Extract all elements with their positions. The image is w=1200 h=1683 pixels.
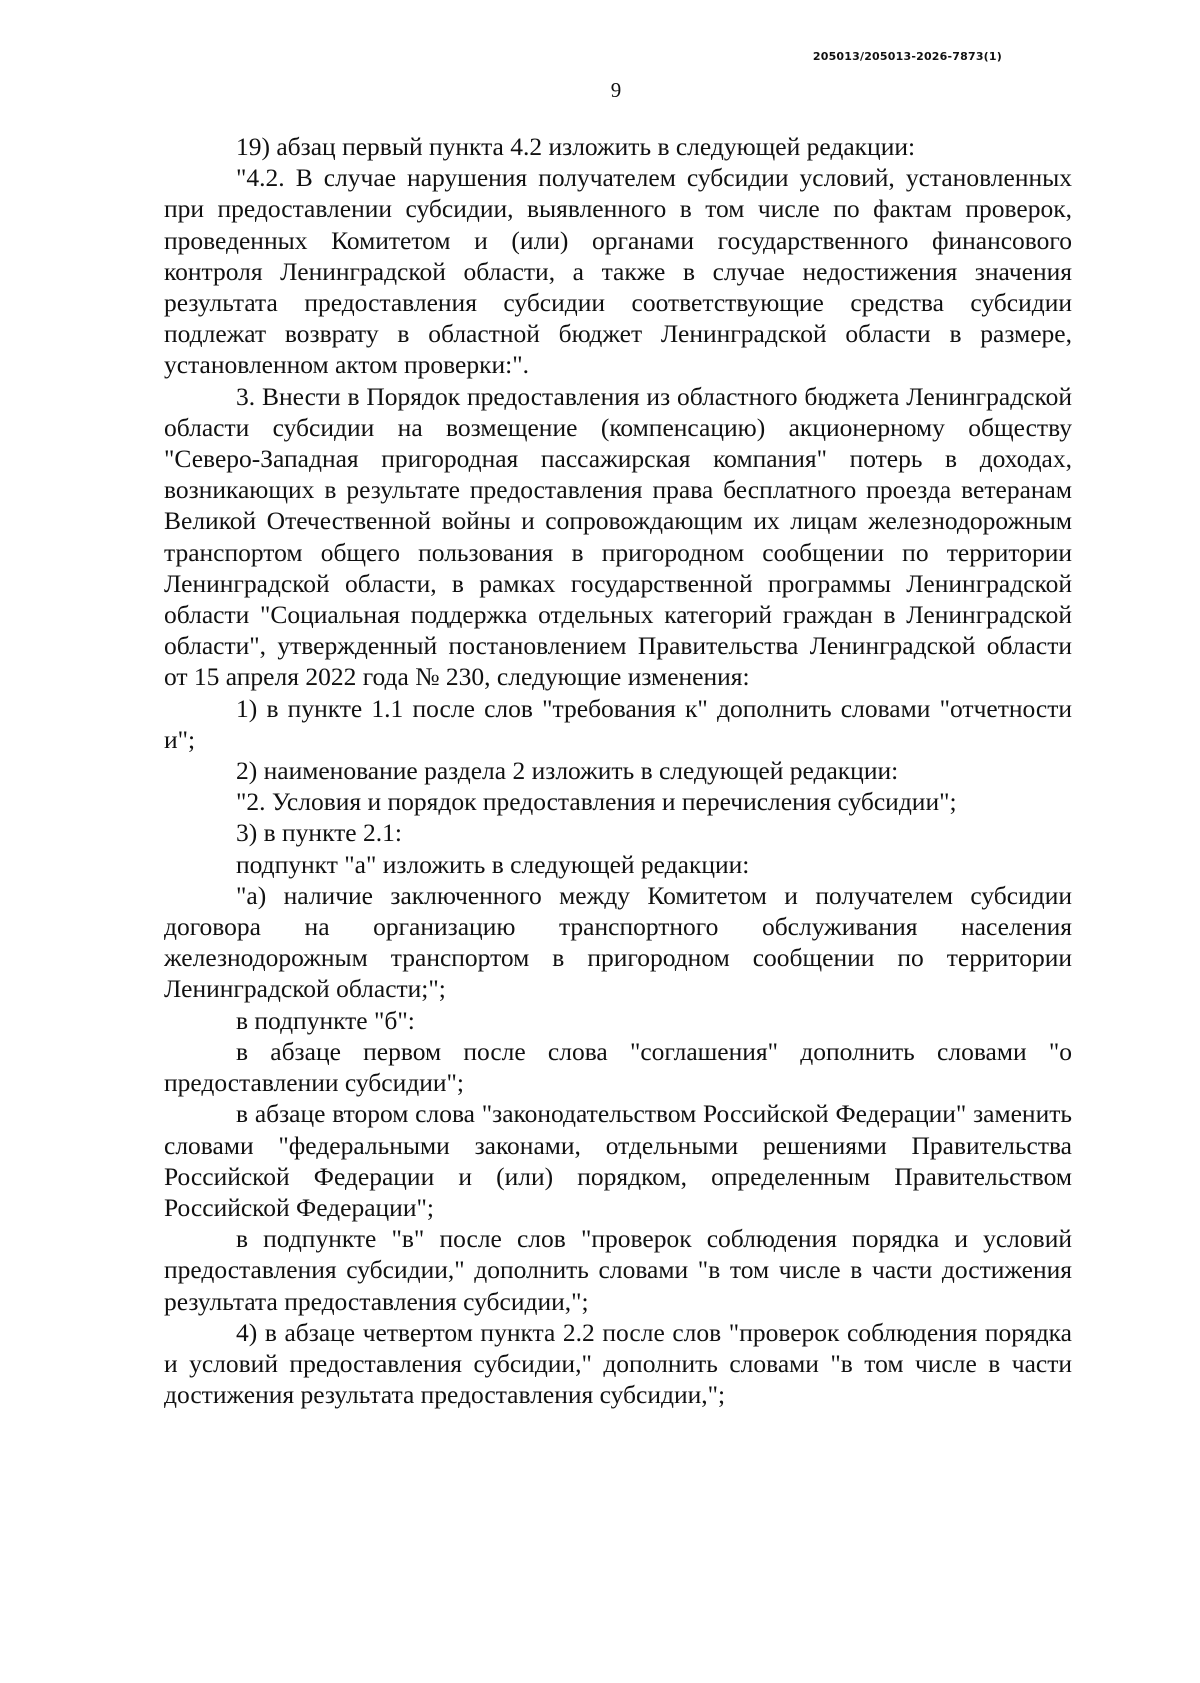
- paragraph: 3. Внести в Порядок предоставления из областного бюджета Ленинградской области субсидии на возмещение (компенсацию) акционерному обществу "Северо-Западная пригородная пассажирская компания" потерь в доходах, возникающих в результате предоставления права бесплатного проезда ветеранам Великой Отечественной войны и сопровождающим их лицам железнодорожным транспортом общего пользования в пригородном сообщении по территории Ленинградской области, в рамках государственной программы Ленинградской области "Социальная поддержка отдельных категорий граждан в Ленинградской области", утвержденный постановлением Правительства Ленинградской области от 15 апреля 2022 года № 230, следующие изменения:: [164, 381, 1072, 692]
- paragraph: в подпункте "в" после слов "проверок соблюдения порядка и условий предоставления субсидии," дополнить словами "в том числе в части достижения результата предоставления субсидии,";: [164, 1224, 1072, 1316]
- paragraph: "2. Условия и порядок предоставления и перечисления субсидии";: [236, 787, 957, 817]
- document-body: [164, 131, 1072, 1410]
- page-number: 9: [610, 78, 622, 102]
- paragraph: в абзаце втором слова "законодательством Российской Федерации" заменить словами "федеральными законами, отдельными решениями Правительства Российской Федерации и (или) порядком, определенным Правительством Российской Федерации";: [164, 1099, 1072, 1222]
- paragraph: 3) в пункте 2.1:: [236, 818, 402, 848]
- paragraph: 4) в абзаце четвертом пункта 2.2 после слов "проверок соблюдения порядка и условий предоставления субсидии," дополнить словами "в том числе в части достижения результата предоставления субсидии,";: [164, 1317, 1072, 1410]
- paragraph: 19) абзац первый пункта 4.2 изложить в следующей редакции:: [236, 132, 916, 161]
- paragraph: 1) в пункте 1.1 после слов "требования к" дополнить словами "отчетности и";: [164, 693, 1072, 754]
- paragraph: подпункт "а" изложить в следующей редакции:: [236, 849, 750, 879]
- paragraph: в абзаце первом после слова "соглашения" дополнить словами "о предоставлении субсидии";: [164, 1036, 1072, 1098]
- paragraph: в подпункте "б":: [236, 1005, 415, 1035]
- paragraph: "4.2. В случае нарушения получателем субсидии условий, установленных при предоставлении субсидии, выявленного в том числе по фактам проверок, проведенных Комитетом и (или) органами государственного финансового контроля Ленинградской области, а также в случае недостижения значения результата предоставления субсидии соответствующие средства субсидии подлежат возврату в областной бюджет Ленинградской области в размере, установленном актом проверки:".: [164, 163, 1072, 380]
- paragraph: "а) наличие заключенного между Комитетом и получателем субсидии договора на организацию транспортного обслуживания населения железнодорожным транспортом в пригородном сообщении по территории Ленинградской области;";: [164, 880, 1072, 1004]
- document-id: 205013/205013-2026-7873(1): [812, 50, 1002, 63]
- paragraph: 2) наименование раздела 2 изложить в следующей редакции:: [236, 756, 899, 786]
